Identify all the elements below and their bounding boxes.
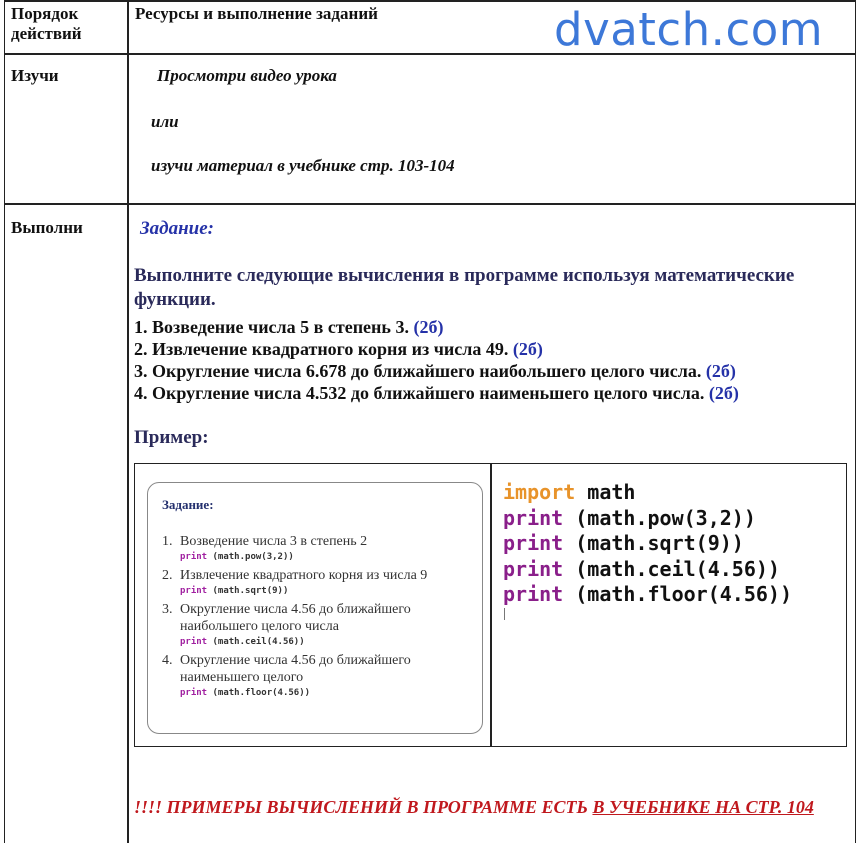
code-line bbox=[503, 582, 792, 608]
python-code-block bbox=[503, 480, 792, 608]
watermark: dvatch.com bbox=[554, 3, 824, 56]
code-line bbox=[503, 480, 792, 506]
task-item bbox=[134, 338, 739, 360]
example-card-item-code bbox=[180, 550, 480, 564]
task-item-text: 3. Округление числа 6.678 до ближайшего наибольшего целого числа. bbox=[134, 361, 702, 381]
example-card-item-code bbox=[180, 584, 480, 598]
code-keyword: print bbox=[180, 688, 208, 698]
code-expression: (math.ceil(4.56)) bbox=[563, 556, 780, 581]
example-card-item-num: 3. bbox=[162, 602, 173, 617]
task-item bbox=[134, 382, 739, 404]
task-title: Задание: bbox=[140, 218, 214, 239]
study-video-text: Просмотри видео урока bbox=[157, 66, 337, 85]
study-row-divider bbox=[5, 203, 855, 205]
task-item-text: 4. Округление числа 4.532 до ближайшего наименьшего целого числа. bbox=[134, 383, 705, 403]
row-label-study: Изучи bbox=[11, 66, 59, 85]
code-expression: math bbox=[575, 480, 636, 504]
task-item-text: 1. Возведение числа 5 в степень 3. bbox=[134, 317, 409, 337]
task-item bbox=[134, 316, 739, 338]
code-keyword: print bbox=[180, 552, 208, 562]
example-card-item bbox=[162, 601, 480, 649]
code-keyword: import bbox=[503, 480, 576, 504]
example-card-item-text: Извлечение квадратного корня из числа 9 bbox=[180, 568, 428, 583]
example-label: Пример: bbox=[134, 427, 209, 448]
code-keyword: print bbox=[503, 531, 564, 555]
task-item-points: (2б) bbox=[512, 339, 543, 359]
header-col-resources: Ресурсы и выполнение заданий bbox=[135, 4, 378, 23]
task-item bbox=[134, 360, 739, 382]
code-expression: (math.pow(3,2)) bbox=[207, 552, 294, 562]
code-keyword: print bbox=[503, 556, 564, 581]
example-card-list bbox=[162, 533, 480, 703]
example-box bbox=[134, 463, 847, 747]
example-card-item-code bbox=[180, 635, 480, 649]
example-card-item bbox=[162, 533, 480, 564]
task-item-text: 2. Извлечение квадратного корня из числа 49. bbox=[134, 339, 509, 359]
example-task-card bbox=[147, 482, 483, 734]
row-label-perform: Выполни bbox=[11, 218, 83, 237]
code-line bbox=[503, 506, 792, 532]
footer-note-text: !!!! ПРИМЕРЫ ВЫЧИСЛЕНИЙ В ПРОГРАММЕ ЕСТЬ bbox=[134, 797, 593, 817]
example-card-item-num: 2. bbox=[162, 568, 173, 583]
study-or-text: или bbox=[151, 112, 179, 131]
example-card-item-text: Возведение числа 3 в степень 2 bbox=[180, 534, 368, 549]
text-cursor bbox=[504, 608, 505, 620]
code-keyword: print bbox=[180, 637, 208, 647]
footer-note bbox=[134, 796, 834, 818]
code-expression: (math.ceil(4.56)) bbox=[207, 637, 305, 647]
code-expression: (math.sqrt(9)) bbox=[207, 586, 289, 596]
task-item-points: (2б) bbox=[413, 317, 444, 337]
code-expression: (math.pow(3,2)) bbox=[563, 505, 756, 530]
task-item-points: (2б) bbox=[708, 383, 739, 403]
task-instruction: Выполните следующие вычисления в программе используя математические функции. bbox=[134, 265, 795, 310]
example-card-title: Задание: bbox=[162, 497, 214, 512]
footer-note-textbook-ref: В УЧЕБНИКЕ НА СТР. 104 bbox=[592, 797, 814, 817]
code-keyword: print bbox=[503, 505, 564, 530]
code-line bbox=[503, 557, 792, 583]
example-card-item-code bbox=[180, 686, 480, 700]
header-col-steps: Порядок действий bbox=[11, 4, 82, 43]
code-line bbox=[503, 531, 792, 557]
code-expression: (math.floor(4.56)) bbox=[207, 688, 311, 698]
code-keyword: print bbox=[180, 586, 208, 596]
table-top-border bbox=[5, 0, 855, 2]
example-card-item-text: Округление числа 4.56 до ближайшего наибольшего целого числа bbox=[180, 602, 411, 634]
example-card-item bbox=[162, 652, 480, 700]
study-textbook-text: изучи материал в учебнике стр. 103-104 bbox=[151, 156, 455, 175]
code-keyword: print bbox=[503, 582, 564, 606]
example-card-item-num: 1. bbox=[162, 534, 173, 549]
task-list bbox=[134, 316, 739, 404]
task-item-points: (2б) bbox=[705, 361, 736, 381]
example-card-item-num: 4. bbox=[162, 653, 173, 668]
example-card-item bbox=[162, 567, 480, 598]
code-expression: (math.floor(4.56)) bbox=[563, 582, 792, 606]
code-expression: (math.sqrt(9)) bbox=[563, 531, 744, 555]
example-card-item-text: Округление числа 4.56 до ближайшего наименьшего целого bbox=[180, 653, 411, 685]
column-divider bbox=[127, 0, 129, 843]
example-divider bbox=[490, 464, 492, 746]
